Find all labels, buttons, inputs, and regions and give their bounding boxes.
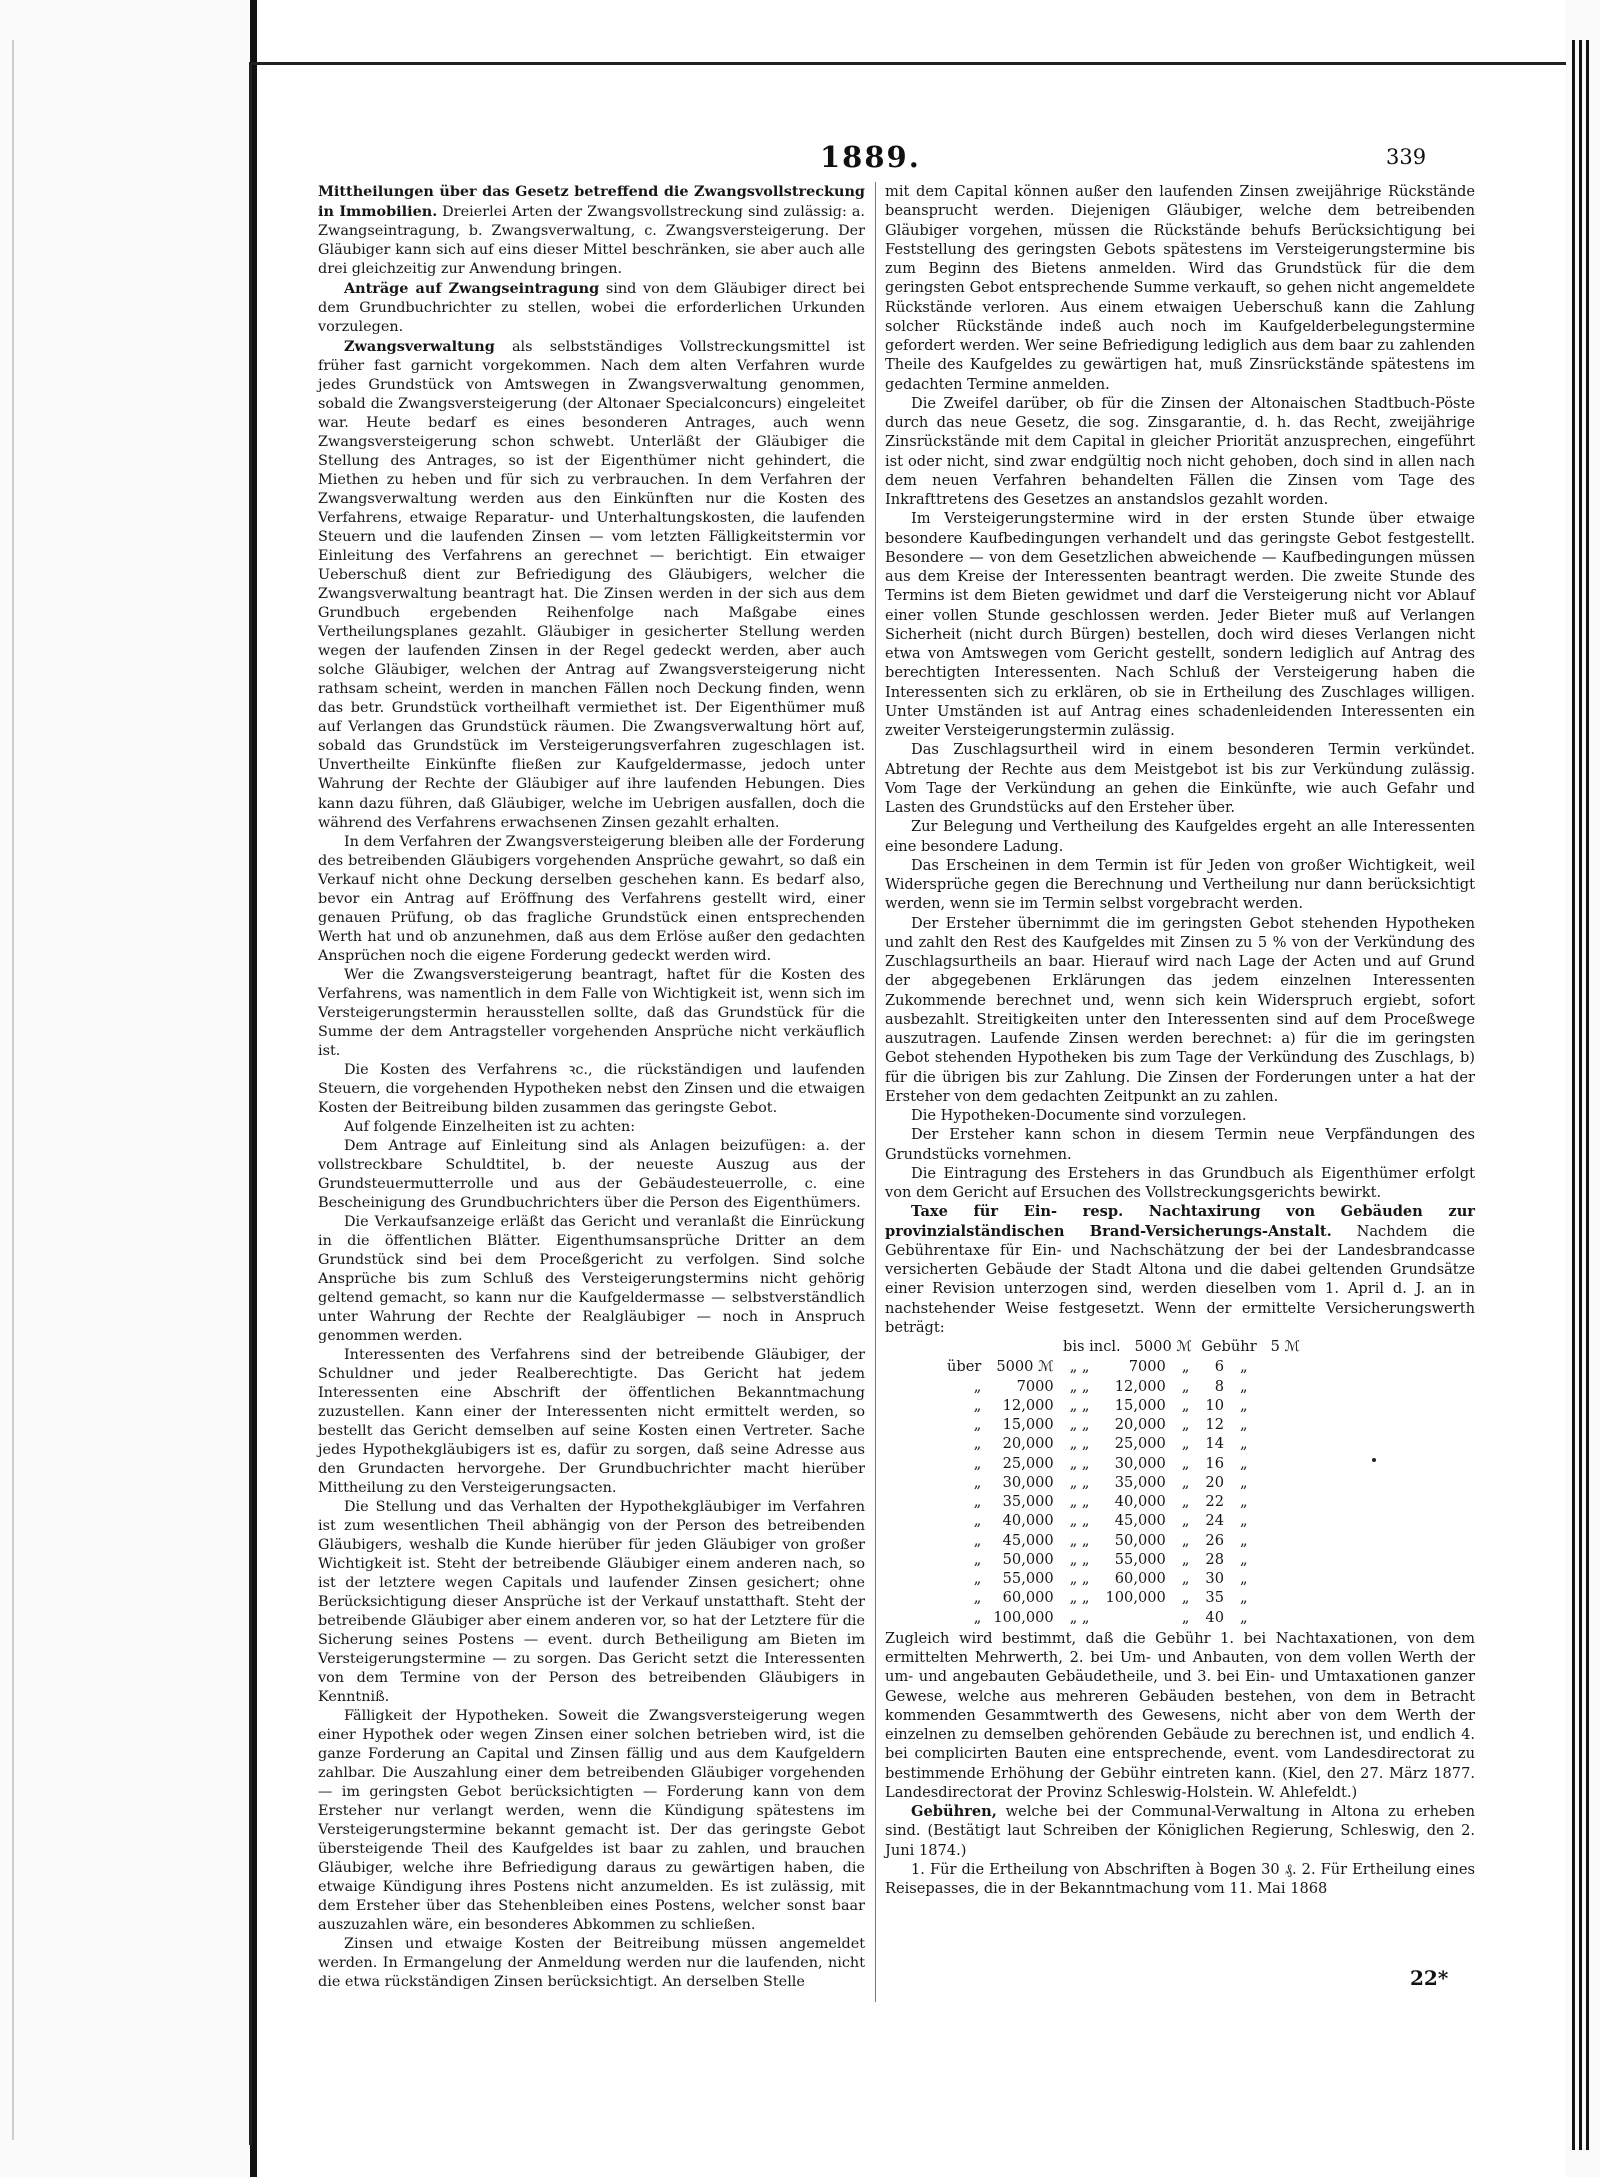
- paragraph-bold-lead: Gebühren,: [911, 1803, 997, 1820]
- fee-cell-ditto3: „: [1239, 1454, 1248, 1472]
- fee-cell-fee: 16: [1205, 1454, 1224, 1472]
- fee-cell-pre: „: [973, 1454, 982, 1472]
- paragraph-text: Nachdem die Gebührentaxe für Ein- und Nachschätzung der bei der Landesbrandcasse versicherten Gebäude der Stadt Altona und die dabei geltenden Grundsätze einer Revision unterzogen sind, werden dieselben vom 1. April d. J. an in nachstehender Weise festgesetzt. Wenn der ermittelte Versicherungswerth beträgt:: [885, 1222, 1475, 1336]
- fee-cell-to: 12,000: [1114, 1377, 1166, 1395]
- fee-cell-ditto3: „: [1239, 1358, 1248, 1376]
- fee-cell-ditto2: „: [1181, 1377, 1190, 1395]
- fee-cell-ditto2: „: [1181, 1396, 1190, 1414]
- fee-cell-from: 20,000: [1002, 1435, 1054, 1453]
- fee-cell-ditto3: „: [1239, 1512, 1248, 1530]
- paragraph: [885, 1164, 1475, 1203]
- fee-cell-ditto3: „: [1239, 1608, 1248, 1626]
- fee-cell-ditto: „ „: [1069, 1550, 1090, 1568]
- fee-cell-pre: über: [947, 1358, 982, 1376]
- page-number: 339: [1386, 145, 1427, 169]
- paragraph-text: Dreierlei Arten der Zwangsvollstreckung sind zulässig: a. Zwangseintragung, b. Zwangsverwaltung, c. Zwangsversteigerung. Der Gläubiger kann sich auf eins dieser Mittel beschränken, sie aber auch alle drei gleichzeitig zur Anwendung bringen.: [318, 204, 865, 278]
- paragraph-text: Fälligkeit der Hypotheken. Soweit die Zwangsversteigerung wegen einer Hypothek oder wegen Zinsen einer solchen betrieben wird, ist die ganze Forderung an Capital und Zinsen fällig und aus dem Kaufgeldern zahlbar. Die Auszahlung einer dem betreibenden Gläubiger vorgehenden — im geringsten Gebot berücksichtigten — Forderung kann von dem Ersteher nur verlangt werden, wenn die Kündigung spätestens im Versteigerungstermine bekannt gemacht ist. Der das geringste Gebot übersteigende Theil des Kaufgeldes ist baar zu zahlen, und brauchen Gläubiger, welche ihre Befriedigung daraus zu gewärtigen haben, die etwaige Kündigung ihres Postens nicht anzumelden. Es ist zulässig, mit dem Ersteher über das Stehenbleiben eines Postens, welcher sonst baar auszuzahlen wäre, ein besonderes Abkommen zu schließen.: [318, 1708, 865, 1934]
- paragraph-text: Die Verkaufsanzeige erläßt das Gericht und veranlaßt die Einrückung in die öffentlichen Blätter. Eigenthumsansprüche Dritter an dem Grundstück sind bei dem Proceßgericht zu verfolgen. Sind solche Ansprüche bis zum Schluß des Versteigerungstermins nicht gehörig geltend gemacht, so kann nur die Kaufgeldermasse — selbstverständlich unter Wahrung der Rechte der Realgläubiger — noch in Anspruch genommen werden.: [318, 1213, 865, 1344]
- paragraph-text: sind von dem Gläubiger direct bei dem Grundbuchrichter zu stellen, wobei die erforderlichen Urkunden vorzulegen.: [318, 281, 865, 336]
- fee-cell-pre: „: [973, 1473, 982, 1491]
- fee-table-row: [941, 1454, 1258, 1473]
- fee-cell-ditto3: „: [1239, 1416, 1248, 1433]
- fee-cell-ditto2: „: [1181, 1512, 1190, 1530]
- paragraph-text: mit dem Capital können außer den laufenden Zinsen zweijährige Rückstände beansprucht werden. Diejenigen Gläubiger, welche dem betreibenden Gläubiger vorgehen, müssen die Rückstände behufs Berücksichtigung bei Feststellung des geringsten Gebots spätestens im Versteigerungstermine bis zum Beginn des Bietens anmelden. Wird das Grundstück für die dem geringsten Gebot entsprechende Summe verkauft, so gehen nicht angemeldete Rückstände verloren. Aus einem etwaigen Ueberschuß kann die Zahlung solcher Rückstände indeß auch noch im Kaufgelderbelegungstermine gefordert werden. Wer seine Befriedigung lediglich aus dem baar zu zahlenden Theile des Kaufgeldes zu gewärtigen hat, muß Zinsrückstände spätestens im gedachten Termine anmelden.: [885, 183, 1475, 393]
- fee-intro: bis incl. 5000 ℳ Gebühr 5 ℳ: [1063, 1338, 1301, 1355]
- fee-cell-fee: 22: [1205, 1493, 1224, 1510]
- fee-cell-ditto2: „: [1181, 1570, 1190, 1587]
- column-divider: [875, 182, 876, 2002]
- fee-cell-fee: 12: [1205, 1416, 1224, 1433]
- fee-cell-ditto: „ „: [1069, 1473, 1090, 1491]
- fee-cell-pre: „: [973, 1570, 982, 1587]
- fee-cell-from: 45,000: [1002, 1531, 1054, 1549]
- fee-table: [941, 1357, 1258, 1627]
- paragraph-text: Im Versteigerungstermine wird in der ersten Stunde über etwaige besondere Kaufbedingungen verhandelt und das geringste Gebot festgestellt. Besondere — von dem Gesetzlichen abweichende — Kaufbedingungen müssen aus dem Kreise der Interessenten beantragt werden. Die zweite Stunde des Termins ist dem Bieten gewidmet und darf die Versteigerung nicht vor Ablauf einer vollen Stunde geschlossen werden. Jeder Bieter muß auf Verlangen Sicherheit (nicht durch Bürgen) bestellen, doch wird dieses Verlangen nicht etwa von Amtswegen vom Gericht gestellt, sondern lediglich auf Antrag des berechtigten Interessenten. Nach Schluß der Versteigerung haben die Interessenten sich zu erklären, ob sie in Ertheilung des Zuschlages willigen. Unter Umständen ist auf Antrag eines schadenleidenden Interessenten ein zweiter Versteigerungstermin zulässig.: [885, 510, 1475, 739]
- fee-cell-ditto3: „: [1239, 1396, 1248, 1414]
- fee-cell-ditto2: „: [1181, 1435, 1190, 1453]
- paragraph-text: als selbstständiges Vollstreckungsmittel ist früher fast garnicht vorgekommen. Nach dem alten Verfahren wurde jedes Grundstück von Amtswegen in Zwangsverwaltung genommen, sobald die Zwangsversteigerung (der Altonaer Specialconcurs) eingeleitet war. Heute bedarf es eines besonderen Antrages, auch wenn Zwangsversteigerung schon schwebt. Unterläßt der Gläubiger die Stellung des Antrages, so ist der Eigenthümer nicht gehindert, die Miethen zu heben und für sich zu verbrauchen. In dem Verfahren der Zwangsverwaltung werden aus den Einkünften nur die Kosten des Verfahrens, etwaige Reparatur- und Unterhaltungskosten, die laufenden Steuern und die laufenden Zinsen — vom letzten Fälligkeitstermin vor Einleitung des Verfahrens an gerechnet — berichtigt. Ein etwaiger Ueberschuß dient zur Befriedigung des Gläubigers, welcher die Zwangsverwaltung beantragt hat. Die Zinsen werden in der sich aus dem Grundbuch ergebenden Reihenfolge nach Maßgabe eines Vertheilungsplanes gezahlt. Gläubiger in gesicherter Stellung werden wegen der laufenden Zinsen in der Regel gedeckt werden, aber auch solche Gläubiger, welchen der Antrag auf Zwangsversteigerung nicht rathsam scheint, werden in manchen Fällen noch Deckung finden, wenn das betr. Grundstück vortheilhaft vermiethet ist. Der Eigenthümer muß auf Verlangen das Grundstück räumen. Die Zwangsverwaltung hört auf, sobald das Grundstück im Versteigerungsverfahren zugeschlagen ist. Unvertheilte Einkünfte fließen zur Kaufgeldermasse, jedoch unter Wahrung der Rechte der Gläubiger auf ihre laufenden Hebungen. Dies kann dazu führen, daß Gläubiger, welche im Uebrigen ausfallen, doch die während des Verfahrens erwachsenen Zinsen gezahlt erhalten.: [318, 339, 865, 831]
- paragraph-text: Der Ersteher kann schon in diesem Termin neue Verpfändungen des Grundstücks vornehmen.: [885, 1126, 1475, 1163]
- paragraph: [885, 1802, 1475, 1860]
- paragraph-bold-lead: Anträge auf Zwangseintragung: [344, 280, 600, 298]
- fee-table-row: [941, 1396, 1258, 1415]
- fee-cell-to: 45,000: [1114, 1512, 1166, 1530]
- fee-cell-pre: „: [973, 1512, 982, 1530]
- paragraph: [885, 856, 1475, 914]
- paragraph: [318, 1935, 865, 1992]
- fee-cell-ditto2: „: [1181, 1550, 1190, 1568]
- paragraph-text: Die Kosten des Verfahrens ꝛc., die rückständigen und laufenden Steuern, die vorgehenden Hypotheken nebst den Zinsen und die etwaigen Kosten der Beitreibung bilden zusammen das geringste Gebot.: [318, 1061, 865, 1116]
- fee-table-row: [941, 1357, 1258, 1376]
- paragraph: [885, 1860, 1475, 1899]
- fee-cell-from: 25,000: [1002, 1454, 1054, 1472]
- signature-mark: 22*: [1410, 1966, 1449, 1990]
- paragraph: [318, 182, 865, 279]
- fee-cell-fee: 14: [1205, 1435, 1224, 1453]
- paragraph-text: In dem Verfahren der Zwangsversteigerung bleiben alle der Forderung des betreibenden Gläubigers vorgehenden Ansprüche gewahrt, so daß ein Verkauf nicht ohne Deckung derselben geschehen kann. Es bedarf also, bevor ein Antrag auf Eröffnung des Verfahrens gestellt wird, einer genauen Prüfung, ob das fragliche Grundstück einen entsprechenden Werth hat und ob anzunehmen, daß aus dem Erlöse außer den gedachten Ansprüchen noch die eigene Forderung gedeckt werden wird.: [318, 833, 865, 964]
- paragraph: [885, 182, 1475, 394]
- fee-cell-to: 100,000: [1105, 1589, 1166, 1607]
- left-text-column: [318, 182, 865, 2000]
- page-stack-edge: [1566, 0, 1600, 2177]
- fee-cell-pre: „: [973, 1377, 982, 1395]
- paragraph: [318, 1137, 865, 1213]
- fee-cell-ditto2: „: [1181, 1473, 1190, 1491]
- fee-cell-to: 7000: [1128, 1358, 1166, 1376]
- ink-dot: [1372, 1458, 1376, 1462]
- fee-cell-ditto2: „: [1181, 1454, 1190, 1472]
- fee-cell-fee: 8: [1214, 1377, 1224, 1395]
- paragraph-text: Die Stellung und das Verhalten der Hypothekgläubiger im Verfahren ist zum wesentlichen Theil abhängig von der Person des betreibenden Gläubigers, weshalb die Kunde hierüber für jeden Gläubiger von großer Wichtigkeit ist. Steht der betreibende Gläubiger einem anderen nach, so ist der letztere wegen Capitals und laufender Zinsen gesichert; ohne Berücksichtigung dieser Ansprüche ist der Verkauf unstatthaft. Steht der betreibende Gläubiger aber einem anderen vor, so hat der Letztere für die Sicherung seines Postens — event. durch Betheiligung am Bieten im Versteigerungstermine — zu sorgen. Das Gericht setzt die Interessenten von dem Termine von der Person des betreibenden Gläubigers in Kenntniß.: [318, 1499, 865, 1706]
- fee-cell-ditto3: „: [1239, 1493, 1248, 1510]
- paragraph: [885, 1629, 1475, 1802]
- fee-cell-ditto3: „: [1239, 1473, 1248, 1491]
- fee-cell-ditto2: „: [1181, 1493, 1190, 1510]
- paragraph: [885, 817, 1475, 856]
- right-column-section-after-table: [885, 1629, 1475, 1899]
- paragraph: [318, 1498, 865, 1707]
- fee-cell-from: 100,000: [993, 1608, 1054, 1626]
- paragraph: [885, 914, 1475, 1107]
- fee-cell-to: 25,000: [1114, 1435, 1166, 1453]
- fee-cell-ditto3: „: [1239, 1435, 1248, 1453]
- paragraph-bold-lead: Taxe für Ein- resp. Nachtaxirung von Gebäuden zur provinzialständischen Brand-Versicherungs-Anstalt.: [885, 1203, 1475, 1240]
- paragraph-text: Das Zuschlagsurtheil wird in einem besonderen Termin verkündet. Abtretung der Rechte aus dem Meistgebot ist bis zur Verkündung zulässig. Vom Tage der Verkündung an gehen die Einkünfte, wie auch Gefahr und Lasten des Grundstücks auf den Ersteher über.: [885, 741, 1475, 816]
- right-column-section-before-table: [885, 182, 1475, 1337]
- binding-edge: [12, 40, 14, 2140]
- fee-table-row: [941, 1550, 1258, 1569]
- fee-cell-from: 35,000: [1002, 1493, 1054, 1510]
- fee-cell-pre: „: [973, 1493, 982, 1510]
- fee-cell-to: 55,000: [1114, 1550, 1166, 1568]
- paragraph-text: Die Eintragung des Erstehers in das Grundbuch als Eigenthümer erfolgt von dem Gericht auf Ersuchen des Vollstreckungsgerichts bewirkt.: [885, 1164, 1475, 1201]
- fee-cell-ditto: „ „: [1069, 1589, 1090, 1607]
- fee-table-row: [941, 1588, 1258, 1607]
- paragraph: [318, 337, 865, 832]
- fee-cell-fee: 30: [1205, 1570, 1224, 1587]
- paragraph-text: Die Zweifel darüber, ob für die Zinsen der Altonaischen Stadtbuch-Pöste durch das neue Gesetz, die sog. Zinsgarantie, d. h. das Recht, zweijährige Zinsrückstände mit dem Capital in gleicher Priorität anzusprechen, eingeführt ist oder nicht, sind zwar endgültig noch nicht gehoben, doch sind in allen nach dem neuen Verfahren behandelten Fällen die Zinsen vom Tage des Inkrafttretens des Gesetzes an anstandslos gezahlt worden.: [885, 394, 1475, 508]
- fee-cell-ditto: „ „: [1069, 1608, 1090, 1626]
- fee-cell-pre: „: [973, 1608, 982, 1626]
- fee-cell-ditto2: „: [1181, 1531, 1190, 1549]
- fee-cell-ditto3: „: [1239, 1377, 1248, 1395]
- fee-cell-fee: 6: [1214, 1358, 1224, 1376]
- paragraph: [885, 509, 1475, 740]
- paragraph: [885, 1106, 1475, 1125]
- fee-cell-ditto3: „: [1239, 1589, 1248, 1607]
- fee-cell-ditto: „ „: [1069, 1396, 1090, 1414]
- paragraph: [318, 1346, 865, 1498]
- fee-cell-ditto3: „: [1239, 1570, 1248, 1587]
- fee-cell-ditto3: „: [1239, 1531, 1248, 1549]
- paragraph-text: Der Ersteher übernimmt die im geringsten Gebot stehenden Hypotheken und zahlt den Rest des Kaufgeldes mit Zinsen zu 5 % von der Verkündung des Zuschlagsurtheils an baar. Hierauf wird nach Lage der Acten und auf Grund der abgegebenen Erklärungen das jedem einzelnen Interessenten Zukommende berechnet und, wenn sich kein Widerspruch ergiebt, sofort ausbezahlt. Streitigkeiten unter den Interessenten sind auf dem Proceßwege auszutragen. Laufende Zinsen werden berechnet: a) für die im geringsten Gebot stehenden Hypotheken bis zum Tage der Verkündung des Zuschlags, b) für die übrigen bis zur Zahlung. Die Zinsen der Forderungen unter a hat der Ersteher von dem gedachten Zeitpunkt an zu zahlen.: [885, 914, 1475, 1105]
- fee-cell-to: 15,000: [1114, 1396, 1166, 1414]
- paragraph: [885, 1202, 1475, 1337]
- fee-cell-pre: „: [973, 1531, 982, 1549]
- paragraph: [885, 1125, 1475, 1164]
- fee-cell-fee: 10: [1205, 1396, 1224, 1414]
- fee-cell-to: 50,000: [1114, 1531, 1166, 1549]
- fee-cell-fee: 40: [1205, 1608, 1224, 1626]
- fee-cell-ditto: „ „: [1069, 1493, 1090, 1510]
- fee-cell-from: 12,000: [1002, 1396, 1054, 1414]
- fee-cell-to: [1099, 1608, 1171, 1627]
- paragraph: [885, 740, 1475, 817]
- fee-cell-ditto: „ „: [1069, 1435, 1090, 1453]
- fee-cell-from: 15,000: [1002, 1416, 1054, 1433]
- fee-cell-fee: 26: [1205, 1531, 1224, 1549]
- page-header: [0, 140, 1600, 180]
- fee-cell-to: 20,000: [1114, 1416, 1166, 1433]
- paragraph: [318, 1707, 865, 1935]
- fee-cell-ditto: „ „: [1069, 1531, 1090, 1549]
- fee-cell-from: 40,000: [1002, 1512, 1054, 1530]
- fee-cell-fee: 24: [1205, 1512, 1224, 1530]
- paragraph-text: 1. Für die Ertheilung von Abschriften à Bogen 30 ₰. 2. Für Ertheilung eines Reisepasses, die in der Bekanntmachung vom 11. Mai 1868: [885, 1860, 1475, 1897]
- fee-cell-pre: „: [973, 1550, 982, 1568]
- paragraph: [885, 394, 1475, 510]
- fee-cell-ditto2: „: [1181, 1589, 1190, 1607]
- fee-cell-from: 7000: [1016, 1377, 1054, 1395]
- fee-cell-ditto: „ „: [1069, 1570, 1090, 1587]
- fee-table-row: [941, 1377, 1258, 1396]
- paragraph-text: Wer die Zwangsversteigerung beantragt, haftet für die Kosten des Verfahrens, was namentlich in dem Falle von Wichtigkeit ist, wenn sich im Versteigerungstermin herausstellen sollte, daß das Grundstück für die Summe der dem Antragsteller vorgehenden Ansprüche nicht verkäuflich ist.: [318, 966, 865, 1059]
- fee-cell-ditto: „ „: [1069, 1358, 1090, 1376]
- fee-cell-pre: „: [973, 1435, 982, 1453]
- fee-cell-from: 60,000: [1002, 1589, 1054, 1607]
- paragraph-text: Zur Belegung und Vertheilung des Kaufgeldes ergeht an alle Interessenten eine besondere Ladung.: [885, 818, 1475, 855]
- paragraph-text: Zinsen und etwaige Kosten der Beitreibung müssen angemeldet werden. In Ermangelung der Anmeldung werden nur die laufenden, nicht die etwa rückständigen Zinsen berücksichtigt. An derselben Stelle: [318, 1936, 865, 1991]
- fee-table-row: [941, 1531, 1258, 1550]
- fee-table-row: [941, 1492, 1258, 1511]
- fee-cell-pre: „: [973, 1416, 982, 1433]
- paragraph-text: Das Erscheinen in dem Termin ist für Jeden von großer Wichtigkeit, weil Widersprüche gegen die Berechnung und Vertheilung nur dann berücksichtigt werden, wenn sie im Termin selbst vorgebracht werden.: [885, 856, 1475, 913]
- book-binding: [0, 0, 257, 2177]
- paragraph: [318, 966, 865, 1061]
- fee-cell-ditto: „ „: [1069, 1377, 1090, 1395]
- paragraph: [318, 279, 865, 337]
- fee-cell-pre: „: [973, 1589, 982, 1607]
- paragraph-text: Auf folgende Einzelheiten ist zu achten:: [344, 1118, 636, 1135]
- fee-table-row: [941, 1415, 1258, 1434]
- paragraph-bold-lead: Zwangsverwaltung: [344, 338, 495, 356]
- year-heading: 1889.: [820, 140, 921, 174]
- fee-cell-from: 55,000: [1002, 1570, 1054, 1587]
- fee-cell-fee: 20: [1205, 1473, 1224, 1491]
- paragraph: [318, 1118, 865, 1137]
- paragraph-text: Interessenten des Verfahrens sind der betreibende Gläubiger, der Schuldner und jeder Realberechtigte. Das Gericht hat jedem Interessenten eine Abschrift der öffentlichen Bekanntmachung zuzustellen. Kann einer der Interessenten nicht ermittelt werden, so bestellt das Gericht demselben auf seine Kosten einen Vertreter. Sache jedes Hypothekgläubigers ist es, dafür zu sorgen, daß seine Adresse aus den Grundacten hervorgehe. Der Grundbuchrichter macht hierüber Mittheilung zu den Versteigerungsacten.: [318, 1346, 865, 1497]
- paragraph-text: welche bei der Communal-Verwaltung in Altona zu erheben sind. (Bestätigt laut Schreiben der Königlichen Regierung, Schleswig, den 2. Juni 1874.): [885, 1803, 1475, 1859]
- fee-cell-from: 30,000: [1002, 1473, 1054, 1491]
- fee-cell-to: 40,000: [1114, 1493, 1166, 1510]
- fee-cell-ditto: „ „: [1069, 1454, 1090, 1472]
- paragraph: [318, 1213, 865, 1346]
- fee-cell-pre: „: [973, 1396, 982, 1414]
- fee-cell-to: 30,000: [1114, 1454, 1166, 1472]
- fee-cell-to: 35,000: [1114, 1473, 1166, 1491]
- fee-cell-fee: 28: [1205, 1550, 1224, 1568]
- fee-cell-from: 50,000: [1002, 1550, 1054, 1568]
- paragraph-text: Zugleich wird bestimmt, daß die Gebühr 1. bei Nachtaxationen, von dem ermittelten Mehrwerth, 2. bei Um- und Anbauten, von dem vollen Werth der um- und angebauten Gebäudetheile, und 3. bei Ein- und Umtaxationen ganzer Gewese, welche aus mehreren Gebäuden bestehen, von dem in Betracht kommenden Gesammtwerth des Gewesens, nicht aber von dem Werth der einzelnen zu demselben gehörenden Gebäude zu berechnen ist, und endlich 4. bei complicirten Bauten eine entsprechende, event. vom Landesdirectorat zu bestimmende Erhöhung der Gebühr eintreten kann. (Kiel, den 27. März 1877. Landesdirectorat der Provinz Schleswig-Holstein. W. Ahlefeldt.): [885, 1629, 1475, 1801]
- fee-cell-ditto3: „: [1239, 1550, 1248, 1568]
- fee-cell-ditto: „ „: [1069, 1416, 1090, 1433]
- fee-cell-ditto: „ „: [1069, 1512, 1090, 1530]
- fee-table-row: [941, 1569, 1258, 1588]
- fee-table-row: [941, 1608, 1258, 1627]
- fee-table-row: [941, 1511, 1258, 1530]
- fee-table-row: [941, 1473, 1258, 1492]
- fee-table-row: [941, 1434, 1258, 1453]
- fee-cell-ditto2: „: [1181, 1358, 1190, 1376]
- fee-cell-to: 60,000: [1114, 1570, 1166, 1587]
- paragraph: [318, 1061, 865, 1118]
- paragraph-text: Dem Antrage auf Einleitung sind als Anlagen beizufügen: a. der vollstreckbare Schuldtitel, b. der neueste Auszug aus der Grundsteuermutterrolle und aus der Gebäudesteuerrolle, c. eine Bescheinigung des Grundbuchrichters über die Person des Eigenthümers.: [318, 1137, 865, 1211]
- paragraph-text: Die Hypotheken-Documente sind vorzulegen.: [911, 1107, 1247, 1124]
- fee-cell-ditto2: „: [1181, 1608, 1190, 1626]
- paragraph: [318, 833, 865, 966]
- right-text-column: [885, 182, 1475, 1982]
- paragraph-bold-lead: Mittheilungen über das Gesetz betreffend die Zwangsvollstreckung in Immobilien.: [318, 183, 865, 221]
- fee-cell-ditto2: „: [1181, 1416, 1190, 1433]
- fee-cell-from: 5000 ℳ: [996, 1358, 1054, 1376]
- fee-cell-fee: 35: [1205, 1589, 1224, 1607]
